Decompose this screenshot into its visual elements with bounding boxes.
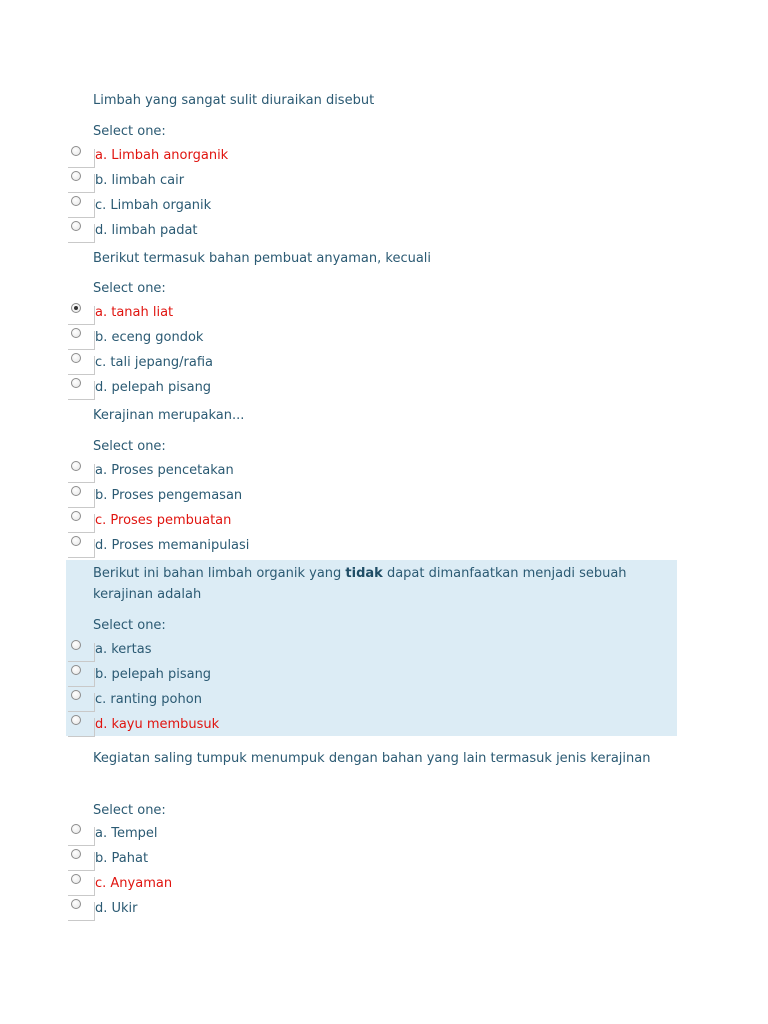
question-text-start: Berikut ini bahan limbah organik yang bbox=[93, 566, 346, 581]
option-label: a. Limbah anorganik bbox=[95, 148, 229, 163]
option-label: c. Proses pembuatan bbox=[95, 513, 232, 528]
option-d[interactable] bbox=[66, 715, 266, 740]
option-c[interactable] bbox=[66, 511, 266, 536]
question-text: Berikut termasuk bahan pembuat anyaman, kecuali bbox=[93, 251, 432, 266]
radio-button[interactable] bbox=[71, 328, 81, 338]
option-label: d. Ukir bbox=[95, 901, 138, 916]
option-label: d. Proses memanipulasi bbox=[95, 538, 250, 553]
divider bbox=[68, 507, 95, 508]
option-label: d. limbah padat bbox=[95, 223, 198, 238]
radio-button[interactable] bbox=[71, 378, 81, 388]
option-label: d. kayu membusuk bbox=[95, 717, 220, 732]
option-label: c. tali jepang/rafia bbox=[95, 355, 213, 370]
divider bbox=[68, 686, 95, 687]
radio-button[interactable] bbox=[71, 511, 81, 521]
divider bbox=[68, 845, 95, 846]
radio-button[interactable] bbox=[71, 461, 81, 471]
select-one-label: Select one: bbox=[93, 803, 166, 818]
option-b[interactable] bbox=[66, 486, 266, 511]
divider bbox=[68, 870, 95, 871]
option-c[interactable] bbox=[66, 353, 266, 378]
divider bbox=[68, 920, 95, 921]
radio-button[interactable] bbox=[71, 196, 81, 206]
option-label: a. Proses pencetakan bbox=[95, 463, 234, 478]
radio-button[interactable] bbox=[71, 665, 81, 675]
option-a[interactable] bbox=[66, 824, 266, 849]
option-label: a. kertas bbox=[95, 642, 152, 657]
radio-button[interactable] bbox=[71, 824, 81, 834]
question-text: Kerajinan merupakan... bbox=[93, 408, 245, 423]
radio-button[interactable] bbox=[71, 353, 81, 363]
radio-button[interactable] bbox=[71, 221, 81, 231]
select-one-label: Select one: bbox=[93, 124, 166, 139]
option-d[interactable] bbox=[66, 221, 266, 246]
divider bbox=[68, 242, 95, 243]
option-b[interactable] bbox=[66, 849, 266, 874]
divider bbox=[68, 736, 95, 737]
option-label: b. Proses pengemasan bbox=[95, 488, 243, 503]
divider bbox=[68, 324, 95, 325]
divider bbox=[68, 217, 95, 218]
option-label: d. pelepah pisang bbox=[95, 380, 212, 395]
radio-button[interactable] bbox=[71, 640, 81, 650]
divider bbox=[68, 661, 95, 662]
option-label: b. Pahat bbox=[95, 851, 149, 866]
divider bbox=[68, 374, 95, 375]
option-label: a. Tempel bbox=[95, 826, 158, 841]
option-label: c. Limbah organik bbox=[95, 198, 212, 213]
option-c[interactable] bbox=[66, 874, 266, 899]
option-d[interactable] bbox=[66, 378, 266, 403]
question-text-emphasis: tidak bbox=[345, 566, 383, 581]
select-one-label: Select one: bbox=[93, 439, 166, 454]
divider bbox=[68, 399, 95, 400]
option-a[interactable] bbox=[66, 461, 266, 486]
divider bbox=[68, 532, 95, 533]
divider bbox=[68, 557, 95, 558]
question-text: Kegiatan saling tumpuk menumpuk dengan bahan yang lain termasuk jenis kerajinan bbox=[93, 751, 651, 766]
question-text: Limbah yang sangat sulit diuraikan disebut bbox=[93, 93, 375, 108]
select-one-label: Select one: bbox=[93, 618, 166, 633]
divider bbox=[68, 482, 95, 483]
option-a[interactable] bbox=[66, 303, 266, 328]
radio-button[interactable] bbox=[71, 690, 81, 700]
radio-button[interactable] bbox=[71, 486, 81, 496]
option-d[interactable] bbox=[66, 899, 266, 924]
option-a[interactable] bbox=[66, 146, 266, 171]
option-b[interactable] bbox=[66, 328, 266, 353]
option-c[interactable] bbox=[66, 196, 266, 221]
option-label: b. limbah cair bbox=[95, 173, 185, 188]
radio-button[interactable] bbox=[71, 874, 81, 884]
option-label: c. ranting pohon bbox=[95, 692, 202, 707]
select-one-label: Select one: bbox=[93, 281, 166, 296]
option-d[interactable] bbox=[66, 536, 266, 561]
option-b[interactable] bbox=[66, 171, 266, 196]
option-label: b. pelepah pisang bbox=[95, 667, 212, 682]
option-c[interactable] bbox=[66, 690, 266, 715]
divider bbox=[68, 711, 95, 712]
divider bbox=[68, 895, 95, 896]
radio-button[interactable] bbox=[71, 849, 81, 859]
option-label: b. eceng gondok bbox=[95, 330, 204, 345]
option-label: c. Anyaman bbox=[95, 876, 173, 891]
divider bbox=[68, 349, 95, 350]
divider bbox=[68, 167, 95, 168]
option-label: a. tanah liat bbox=[95, 305, 174, 320]
question-text bbox=[93, 563, 673, 605]
divider bbox=[68, 192, 95, 193]
radio-button[interactable] bbox=[71, 171, 81, 181]
radio-button[interactable] bbox=[71, 899, 81, 909]
radio-button-selected[interactable] bbox=[71, 303, 81, 313]
option-a[interactable] bbox=[66, 640, 266, 665]
option-b[interactable] bbox=[66, 665, 266, 690]
radio-button[interactable] bbox=[71, 146, 81, 156]
radio-button[interactable] bbox=[71, 715, 81, 725]
question-text-end: dapat dimanfaatkan menjadi sebuah kerajinan adalah bbox=[93, 566, 627, 602]
radio-button[interactable] bbox=[71, 536, 81, 546]
